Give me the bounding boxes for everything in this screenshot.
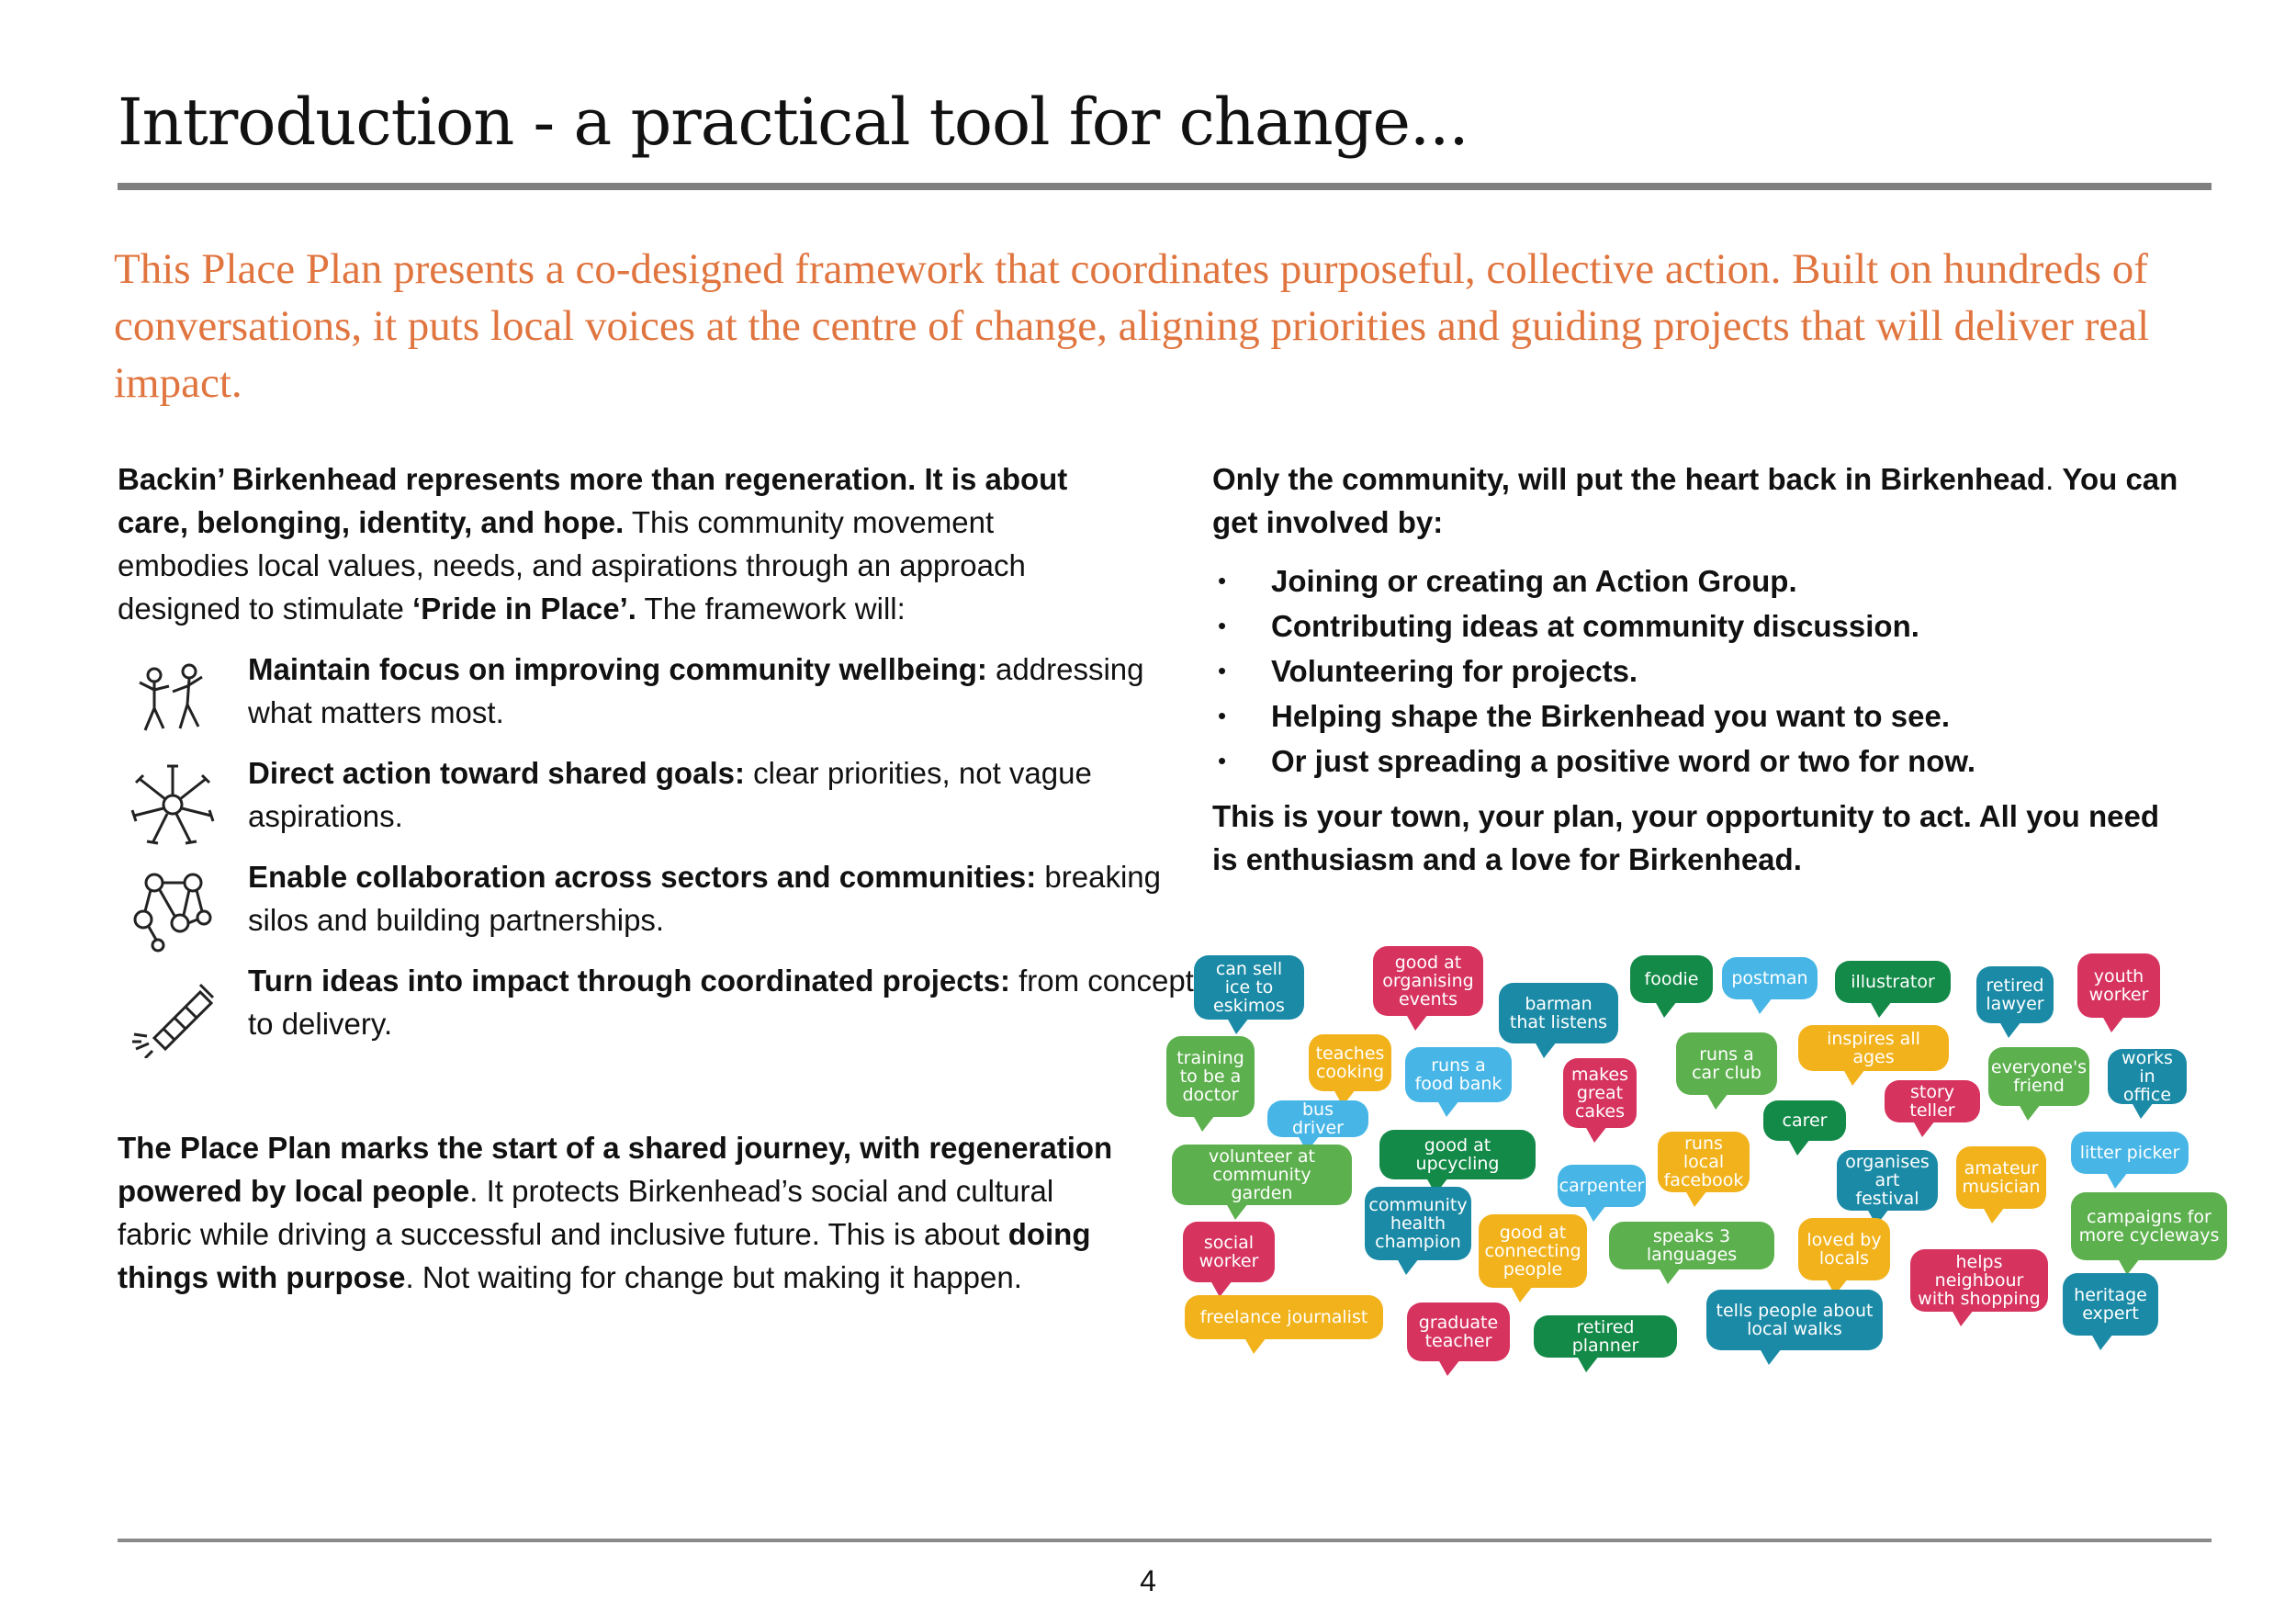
point-bold: Maintain focus on improving community wellbeing:: [248, 652, 987, 686]
skill-bubble: organises art festival: [1837, 1150, 1938, 1211]
skill-bubble: youth worker: [2077, 953, 2160, 1018]
list-item: • Helping shape the Birkenhead you want to see.: [1212, 694, 2186, 739]
skill-bubble: freelance journalist: [1185, 1295, 1383, 1339]
title-divider: [118, 183, 2212, 190]
skill-bubble: runs a food bank: [1405, 1047, 1512, 1102]
point-text: clear priorities, not vague aspirations.: [248, 756, 1092, 833]
skill-bubble: carer: [1763, 1100, 1846, 1141]
point-bold: Direct action toward shared goals:: [248, 756, 745, 790]
point-bold: Enable collaboration across sectors and communities:: [248, 860, 1037, 894]
skill-bubble: social worker: [1183, 1222, 1275, 1282]
skill-bubble: helps neighbour with shopping: [1910, 1249, 2048, 1312]
skill-bubble: litter picker: [2071, 1132, 2189, 1174]
dancing-people-icon: [127, 655, 219, 747]
skill-bubble: can sell ice to eskimos: [1194, 955, 1304, 1020]
skill-bubble: carpenter: [1558, 1165, 1646, 1207]
skill-bubble: campaigns for more cycleways: [2071, 1192, 2227, 1260]
intro-paragraph: [118, 457, 1109, 630]
point-bold: Turn ideas into impact through coordinated projects:: [248, 964, 1010, 998]
skill-bubble: tells people about local walks: [1706, 1290, 1883, 1350]
intro-bold-2: ‘Pride in Place’.: [412, 592, 636, 626]
involve-bold-1: Only the community, will put the heart back in Birkenhead: [1212, 462, 2046, 496]
list-item: • Joining or creating an Action Group.: [1212, 558, 2186, 603]
skill-bubble: good at upcycling: [1379, 1130, 1536, 1179]
page-number: 4: [1140, 1564, 1156, 1597]
involve-text-1: .: [2045, 462, 2063, 496]
skill-bubble: works in office: [2108, 1049, 2187, 1104]
journey-bold-2: doing things with purpose: [118, 1217, 1091, 1294]
journey-paragraph: [118, 1126, 1119, 1299]
skill-bubble: good at organising events: [1373, 946, 1483, 1016]
list-item: • Contributing ideas at community discussion.: [1212, 603, 2186, 648]
list-item: • Volunteering for projects.: [1212, 648, 2186, 694]
skill-bubble: loved by locals: [1798, 1218, 1890, 1280]
skill-bubble: everyone's friend: [1988, 1047, 2089, 1106]
skill-bubble: amateur musician: [1956, 1146, 2046, 1209]
framework-point-shared-goals: [118, 751, 1109, 843]
intro-text-1: This community movement embodies local values, needs, and aspirations through an approach designed to stimulate: [118, 505, 1026, 626]
skill-bubble: story teller: [1885, 1080, 1980, 1122]
footer-divider: [118, 1539, 2212, 1542]
network-people-icon: [127, 863, 219, 954]
skill-bubble: runs local facebook: [1658, 1132, 1750, 1192]
skill-bubble: inspires all ages: [1798, 1025, 1949, 1071]
involvement-list: [1212, 558, 2186, 784]
skill-bubble: heritage expert: [2063, 1273, 2158, 1336]
point-text: breaking silos and building partnerships.: [248, 860, 1162, 937]
skill-bubble: good at connecting people: [1479, 1214, 1587, 1288]
skill-bubble: barman that listens: [1499, 983, 1618, 1043]
journey-text-1: . It protects Birkenhead’s social and cultural fabric while driving a successful and inclusive future. This is about: [118, 1174, 1054, 1251]
intro-bold-1: Backin’ Birkenhead represents more than regeneration. It is about care, belonging, identity, and hope.: [118, 462, 1068, 539]
lead-paragraph: This Place Plan presents a co-designed framework that coordinates purposeful, collective action. Built on hundreds of conversations, it puts local voices at the centre of change, aligning priorities and guiding projects that will deliver real impact.: [114, 245, 2150, 407]
skill-bubble: training to be a doctor: [1166, 1036, 1255, 1117]
skill-bubble: illustrator: [1835, 961, 1951, 1003]
framework-point-impact: [118, 959, 1194, 1051]
skill-bubble: graduate teacher: [1407, 1303, 1510, 1361]
framework-point-wellbeing: [118, 648, 1144, 739]
page-title: Introduction - a practical tool for change...: [118, 85, 1469, 160]
skill-bubble: retired planner: [1534, 1315, 1677, 1358]
list-item: • Or just spreading a positive word or two for now.: [1212, 739, 2186, 784]
closing-statement: This is your town, your plan, your opportunity to act. All you need is enthusiasm and a love for Birkenhead.: [1212, 799, 2159, 876]
skill-bubble: speaks 3 languages: [1609, 1222, 1774, 1269]
skill-bubble: runs a car club: [1676, 1032, 1777, 1095]
community-skills-word-cloud: [1166, 946, 2259, 1373]
skill-bubble: foodie: [1630, 955, 1713, 1003]
involve-bold-2: You can get involved by:: [1212, 462, 2178, 539]
journey-bold-1: The Place Plan marks the start of a shared journey, with regeneration powered by local people: [118, 1131, 1113, 1208]
skill-bubble: volunteer at community garden: [1172, 1145, 1352, 1205]
joined-hands-icon: [127, 759, 219, 851]
get-involved-section: [1212, 457, 2186, 881]
intro-text-2: The framework will:: [636, 592, 906, 626]
skill-bubble: postman: [1722, 957, 1818, 999]
point-text: addressing what matters most.: [248, 652, 1144, 729]
framework-point-collaboration: [118, 855, 1162, 947]
skill-bubble: teaches cooking: [1309, 1034, 1391, 1091]
skill-bubble: community health champion: [1365, 1187, 1471, 1260]
skill-bubble: bus driver: [1267, 1100, 1368, 1137]
journey-text-2: . Not waiting for change but making it happen.: [405, 1260, 1022, 1294]
skill-bubble: makes great cakes: [1563, 1058, 1637, 1128]
point-text: from concept to delivery.: [248, 964, 1194, 1041]
skill-bubble: retired lawyer: [1976, 966, 2054, 1023]
firework-icon: [127, 966, 219, 1058]
